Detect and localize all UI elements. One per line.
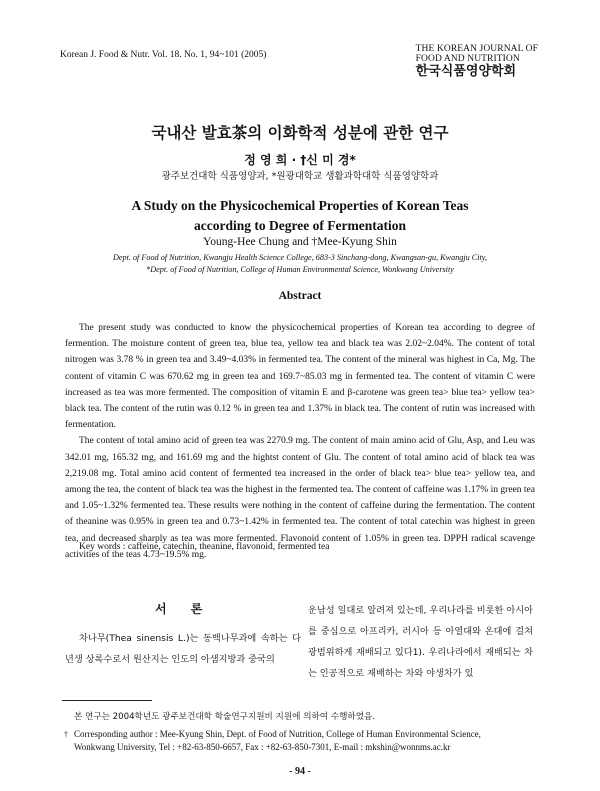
journal-name-korean: 한국식품영양학회 xyxy=(415,64,517,80)
authors-korean: 정 영 희 · †신 미 경* xyxy=(244,153,356,167)
journal-masthead xyxy=(416,45,538,79)
abstract-paragraph-2: The content of total amino acid of green tea was 2270.9 mg. The content of main amino acid of Glu, Asp, and Leu was 342.01 mg, 165.32 mg, and 161.69 mg and the hightst content of Glu. The content of total amino acid of black tea was 2,219.08 mg. Total amino acid content of fermented tea increased in the order of black tea> blue tea> yellow tea, and among the tea, the content of black tea was the highest in the fermented tea. The content of caffeine was 1.17% in green tea and 1.05~1.32% fermented tea. These results were nothing in the content of caffeine during the fermentation. The content of theanine was 0.95% in green tea and 0.73~1.42% in fermented tea. The content of total catechin was highest in green tea, and decreased sharply as tea was more fermented. Flavonoid content of 1.05% in green tea. DPPH radical scavenge activities of the teas 4.73~19.5% mg. xyxy=(65,436,535,560)
title-english-line2: according to Degree of Fermentation xyxy=(194,218,406,233)
journal-citation: Korean J. Food & Nutr. Vol. 18. No. 1, 94~101 (2005) xyxy=(60,50,267,60)
footnote-corresponding-author xyxy=(64,728,544,754)
keywords: Key words : caffeine, catechin, theanine, flavonoid, fermented tea xyxy=(79,542,330,552)
authors-english: Young-Hee Chung and †Mee-Kyung Shin xyxy=(203,236,397,248)
title-english xyxy=(0,196,600,236)
abstract-paragraph-1: The present study was conducted to know the physicochemical properties of Korean tea according to degree of fermention. The moisture content of green tea, blue tea, yellow tea and black tea was 2.02~2.04%. The content of total nitrogen was 3.78 % in green tea and 3.49~4.03% in fermented tea. The content of the mineral was highest in Ca, Mg. The content of vitamin C was 670.62 mg in green tea and 169.7~85.03 mg in fermented tea. The content of vitamin C were increased as tea was more fermented. The composition of vitamin E and β-carotene was green tea> blue tea> yellow tea> black tea. The content of the rutin was 0.12 % in green tea and 1.37% in black tea. The content of rutin was increased with fermentation. xyxy=(65,323,535,431)
footnote-funding: 본 연구는 2004학년도 광주보건대학 학술연구지원비 지원에 의하여 수행하였음. xyxy=(74,712,376,722)
abstract-body xyxy=(65,320,535,563)
title-korean: 국내산 발효茶의 이화학적 성분에 관한 연구 xyxy=(151,124,449,142)
title-english-line1: A Study on the Physicochemical Properties of Korean Teas xyxy=(131,198,469,213)
footnote-author-line1: Corresponding author : Mee-Kyung Shin, Dept. of Food of Nutrition, College of Human Environmental Science, xyxy=(74,729,481,739)
department-2: *Dept. of Food of Nutrition, College of Human Environmental Science, Wonkwang University xyxy=(146,265,454,274)
department-1: Dept. of Food of Nutrition, Kwangju Health Science College, 683-3 Sinchang-dong, Kwangsan-gu, Kwangju City, xyxy=(112,253,488,262)
journal-name-line2: FOOD AND NUTRITION xyxy=(415,53,520,64)
abstract-title: Abstract xyxy=(278,290,322,302)
intro-right-column: 운남성 일대로 알려져 있는데, 우리나라를 비롯한 아시아를 중심으로 아프리카, 러시아 등 아열대와 온대에 걸쳐 광범위하게 재배되고 있다1). 우리나라에서 재배되는 차는 인공적으로 재배하는 차와 야생차가 있 xyxy=(308,605,533,679)
page-number: - 94 - xyxy=(289,766,311,777)
dagger-mark: † xyxy=(64,730,68,739)
affiliation-korean: 광주보건대학 식품영양과, *원광대학교 생활과학대학 식품영양학과 xyxy=(161,171,439,182)
footnote-divider xyxy=(62,700,152,701)
intro-left-column: 차나무(Thea sinensis L.)는 동백나무과에 속하는 다년생 상록수로서 원산지는 인도의 아샘지방과 중국의 xyxy=(65,633,301,665)
section-title-introduction: 서 론 xyxy=(155,602,213,616)
journal-name-line1: THE KOREAN JOURNAL OF xyxy=(415,44,538,54)
footnote-author-line2: Wonkwang University, Tel : +82-63-850-6657, Fax : +82-63-850-7301, E-mail : mkshin@wonnms.ac.kr xyxy=(74,742,451,752)
